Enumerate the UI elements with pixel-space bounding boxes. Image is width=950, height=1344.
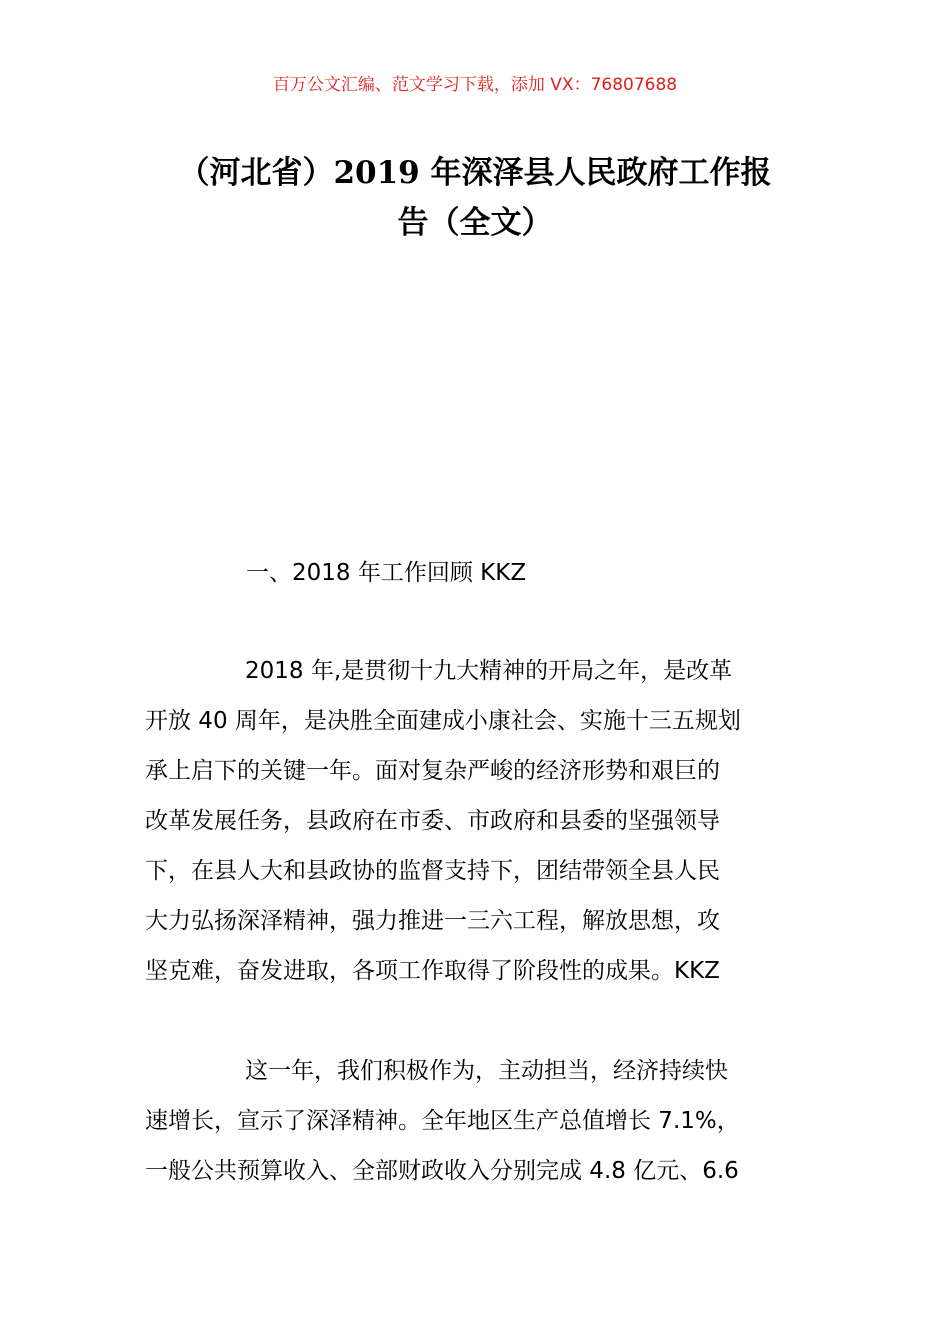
paragraph-line: 开放 40 周年，是决胜全面建成小康社会、实施十三五规划 [145,708,741,734]
paragraph-line: 2018 年,是贯彻十九大精神的开局之年，是改革 [245,658,733,684]
paragraph-line: 大力弘扬深泽精神，强力推进一三六工程，解放思想，攻 [145,908,720,934]
paragraph-line: 速增长，宣示了深泽精神。全年地区生产总值增长 7.1%， [145,1108,740,1134]
title-line-2: 告（全文） [397,205,553,241]
paragraph-line: 坚克难，奋发进取，各项工作取得了阶段性的成果。KKZ [145,958,720,984]
paragraph-line: 承上启下的关键一年。面对复杂严峻的经济形势和艰巨的 [145,758,720,784]
document-title [130,148,820,248]
section-heading: 一、2018 年工作回顾 KKZ [246,560,527,586]
paragraph-line: 下，在县人大和县政协的监督支持下，团结带领全县人民 [145,858,720,884]
title-line-1: （河北省）2019 年深泽县人民政府工作报 [178,155,772,191]
paragraph-line: 改革发展任务，县政府在市委、市政府和县委的坚强领导 [145,808,720,834]
paragraph-line: 一般公共预算收入、全部财政收入分别完成 4.8 亿元、6.6 [145,1158,739,1184]
header-note: 百万公文汇编、范文学习下载，添加 VX：76807688 [272,75,678,95]
paragraph-1 [145,646,815,996]
paragraph-2 [145,1046,815,1196]
paragraph-line: 这一年，我们积极作为，主动担当，经济持续快 [245,1058,728,1084]
